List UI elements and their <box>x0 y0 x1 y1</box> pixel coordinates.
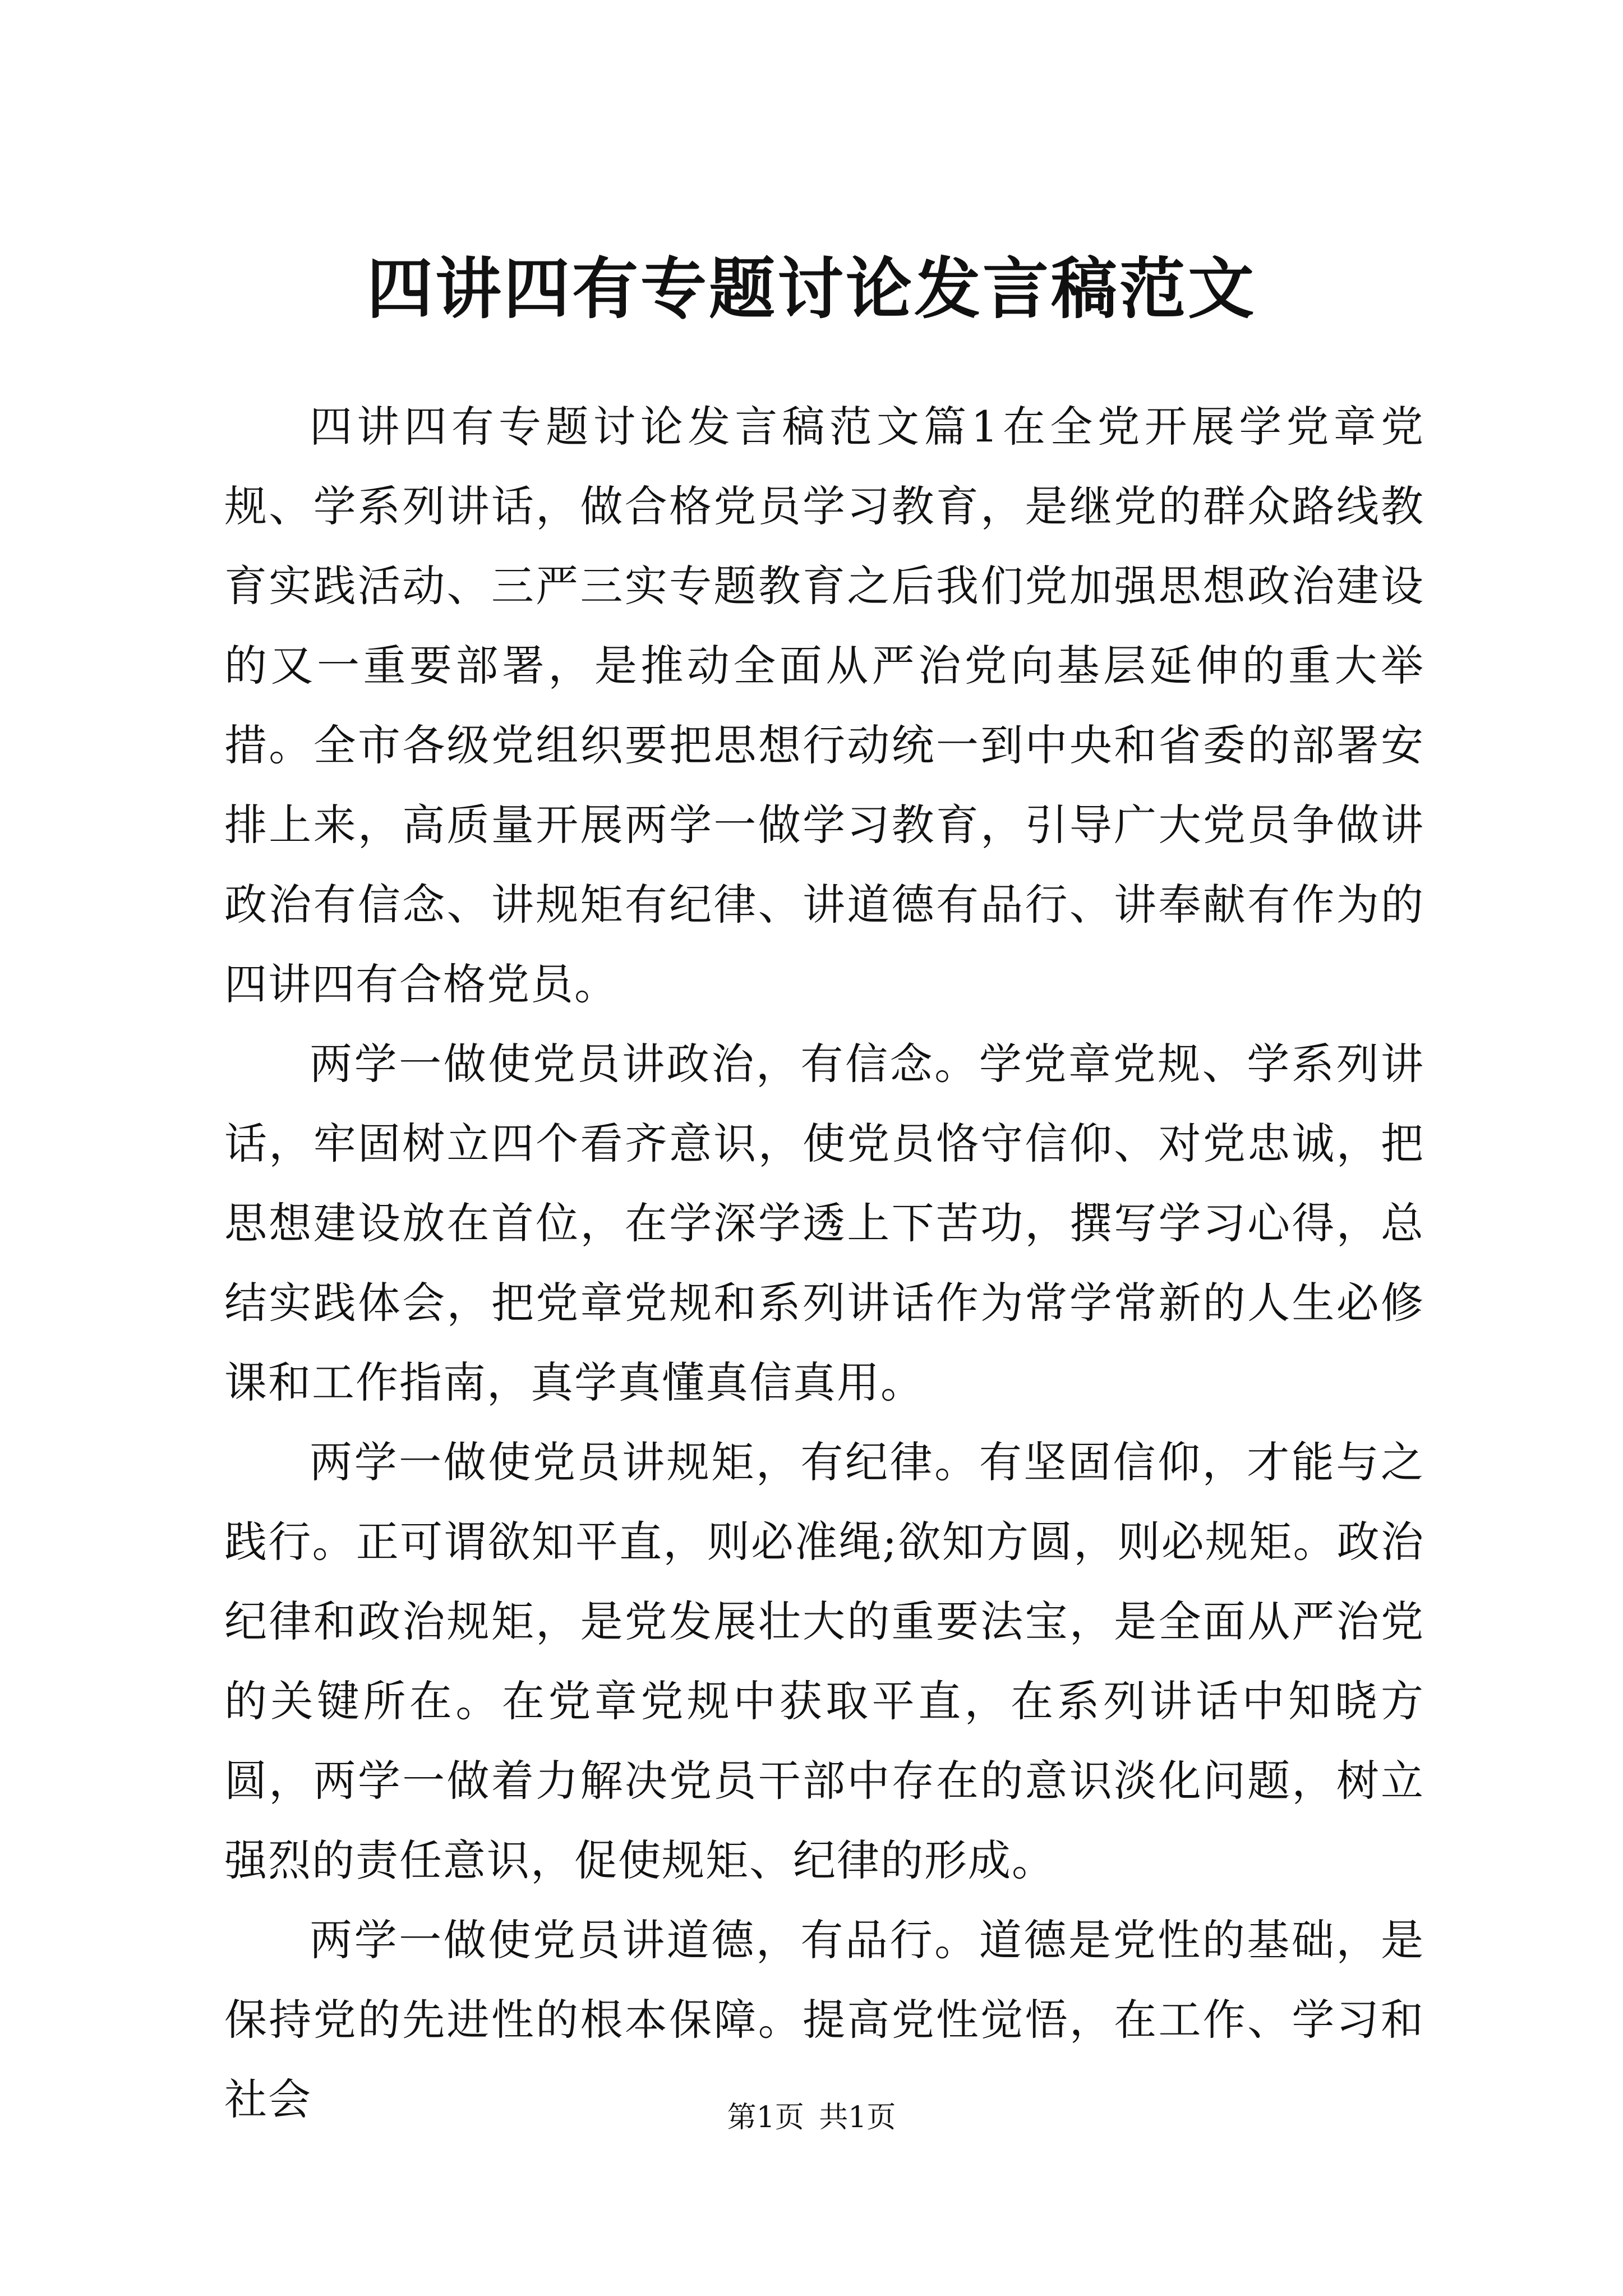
document-body <box>224 387 1424 2139</box>
page-footer: 第1页 共1页 <box>727 2101 896 2134</box>
document-title: 四讲四有专题讨论发言稿范文 <box>366 250 1256 328</box>
paragraph-1: 四讲四有专题讨论发言稿范文篇1在全党开展学党章党规、学系列讲话，做合格党员学习教育，是继党的群众路线教育实践活动、三严三实专题教育之后我们党加强思想政治建设的又一重要部署，是推动全面从严治党向基层延伸的重大举措。全市各级党组织要把思想行动统一到中央和省委的部署安排上来，高质量开展两学一做学习教育，引导广大党员争做讲政治有信念、讲规矩有纪律、讲道德有品行、讲奉献有作为的四讲四有合格党员。 <box>224 402 1424 1009</box>
paragraph-3: 两学一做使党员讲规矩，有纪律。有坚固信仰，才能与之践行。正可谓欲知平直，则必准绳;欲知方圆，则必规矩。政治纪律和政治规矩，是党发展壮大的重要法宝，是全面从严治党的关键所在。在党章党规中获取平直，在系列讲话中知晓方圆，两学一做着力解决党员干部中存在的意识淡化问题，树立强烈的责任意识，促使规矩、纪律的形成。 <box>224 1437 1424 1885</box>
paragraph-4: 两学一做使党员讲道德，有品行。道德是党性的基础，是保持党的先进性的根本保障。提高党性觉悟，在工作、学习和社会 <box>224 1915 1424 2124</box>
paragraph-2: 两学一做使党员讲政治，有信念。学党章党规、学系列讲话，牢固树立四个看齐意识，使党员恪守信仰、对党忠诚，把思想建设放在首位，在学深学透上下苦功，撰写学习心得，总结实践体会，把党章党规和系列讲话作为常学常新的人生必修课和工作指南，真学真懂真信真用。 <box>224 1039 1424 1407</box>
